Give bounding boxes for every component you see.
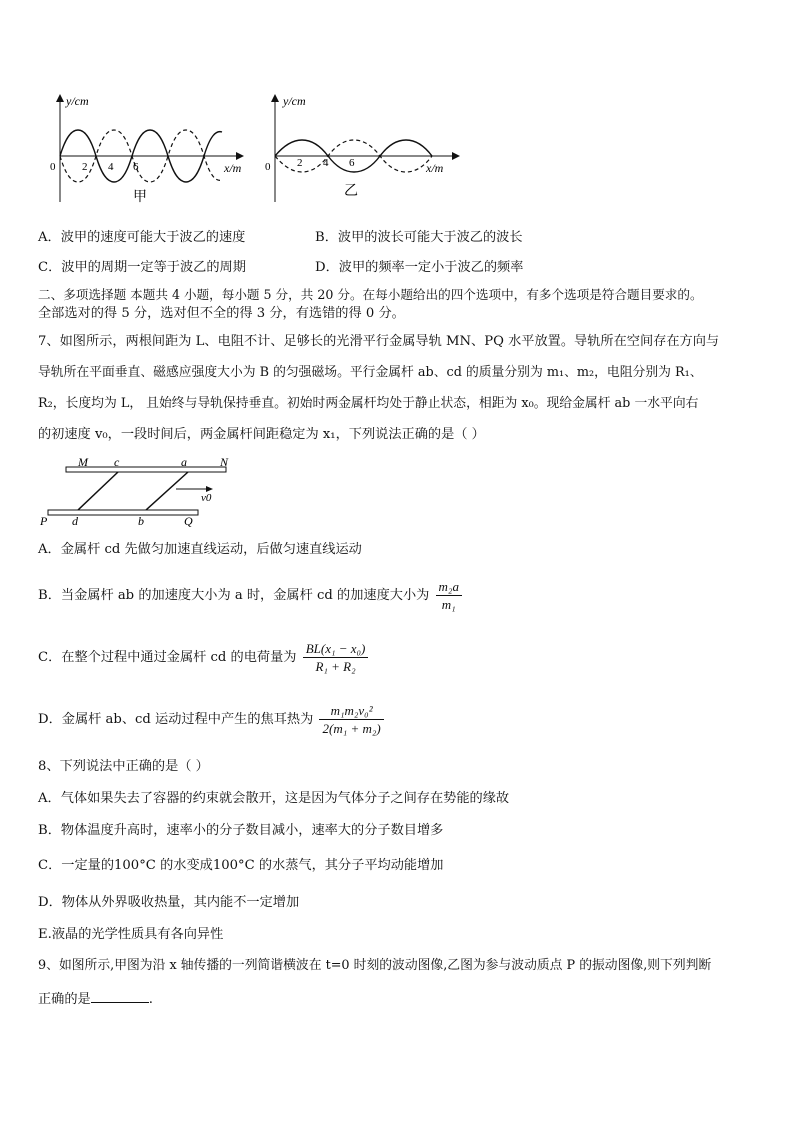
q8-option-b: B．物体温度升高时，速率小的分子数目减小，速率大的分子数目增多: [38, 823, 444, 838]
rail-mn: [66, 467, 226, 472]
answer-blank: [91, 988, 149, 1003]
tick-4-left: 4: [108, 161, 114, 173]
q7-option-b-numerator: m₂a: [436, 578, 462, 596]
q7-option-b-text: B．当金属杆 ab 的加速度大小为 a 时，金属杆 cd 的加速度大小为: [38, 588, 430, 603]
rail-figure: [38, 454, 238, 530]
q7-option-c: [38, 640, 368, 675]
q7-option-c-text: C．在整个过程中通过金属杆 cd 的电荷量为: [38, 650, 297, 665]
wave-graph-right: [265, 94, 460, 202]
label-Q: Q: [184, 514, 193, 528]
q6-option-b: B．波甲的波长可能大于波乙的波长: [315, 230, 523, 245]
section2-instructions-line2: 全部选对的得 5 分，选对但不全的得 3 分，有选错的得 0 分。: [38, 306, 405, 321]
q7-option-d-denominator: 2(m₁ + m₂): [322, 721, 381, 736]
q7-option-d-text: D．金属杆 ab、cd 运动过程中产生的焦耳热为: [38, 712, 314, 727]
wave-figure: [40, 92, 470, 212]
label-a: a: [181, 455, 187, 469]
rod-ab: [146, 472, 188, 510]
q7-stem-line4: 的初速度 v₀，一段时间后，两金属杆间距稳定为 x₁，下列说法正确的是（ ）: [38, 427, 485, 442]
y-axis-label-right: y/cm: [283, 94, 306, 108]
wave-graph-left: [50, 94, 244, 205]
q7-option-b-denominator: m₁: [441, 597, 456, 612]
q9-stem-line2: [38, 988, 153, 1009]
q8-option-a: A．气体如果失去了容器的约束就会散开，这是因为气体分子之间存在势能的缘故: [38, 791, 510, 806]
q8-option-c: C．一定量的100°C 的水变成100°C 的水蒸气，其分子平均动能增加: [38, 858, 444, 873]
q7-option-c-fraction: [303, 640, 369, 675]
q7-option-c-numerator: BL(x₁ − x₀): [303, 640, 369, 658]
q7-option-a: A．金属杆 cd 先做匀加速直线运动，后做匀速直线运动: [38, 542, 362, 557]
label-c: c: [114, 455, 120, 469]
q7-stem-line2: 导轨所在平面垂直、磁感应强度大小为 B 的匀强磁场。平行金属杆 ab、cd 的质量分别为 m₁、m₂，电阻分别为 R₁、: [38, 365, 703, 380]
tick-2-right: 2: [297, 157, 303, 169]
rail-pq: [48, 510, 198, 515]
label-P: P: [40, 514, 48, 528]
q9-period: .: [148, 992, 153, 1007]
q7-option-d-fraction: [319, 702, 383, 737]
q6-option-d: D．波甲的频率一定小于波乙的频率: [315, 260, 524, 275]
q9-stem-line2-text: 正确的是: [38, 992, 91, 1007]
section2-instructions-line1: 二、多项选择题 本题共 4 小题，每小题 5 分，共 20 分。在每小题给出的四个选项中，有多个选项是符合题目要求的。: [38, 287, 703, 302]
tick-2-left: 2: [82, 161, 88, 173]
tick-6-right: 6: [349, 157, 355, 169]
origin-label-right: 0: [265, 161, 271, 173]
label-M: M: [78, 455, 88, 469]
q7-stem-line3: R₂，长度均为 L， 且始终与导轨保持垂直。初始时两金属杆均处于静止状态，相距为 x₀。现给金属杆 ab 一水平向右: [38, 396, 699, 411]
q7-stem-line1: 7、如图所示，两根间距为 L、电阻不计、足够长的光滑平行金属导轨 MN、PQ 水平放置。导轨所在空间存在方向与: [38, 334, 720, 349]
y-axis-label-left: y/cm: [66, 94, 89, 108]
q8-stem: 8、下列说法中正确的是（ ）: [38, 759, 209, 774]
q6-option-c: C．波甲的周期一定等于波乙的周期: [38, 260, 246, 275]
tick-6-left: 6: [133, 161, 139, 173]
origin-label-left: 0: [50, 161, 56, 173]
q9-stem-line1: 9、如图所示,甲图为沿 x 轴传播的一列简谐横波在 t=0 时刻的波动图像,乙图为参与波动质点 P 的振动图像,则下列判断: [38, 958, 712, 973]
q7-option-d: [38, 702, 384, 737]
q7-option-d-numerator: m₁m₂v₀²: [319, 702, 383, 720]
q7-option-b-fraction: [436, 578, 462, 613]
caption-left: 甲: [133, 190, 147, 205]
x-axis-label-right: x/m: [426, 161, 444, 175]
label-v0: v0: [201, 492, 212, 504]
q7-option-b: [38, 578, 462, 613]
q8-option-d: D．物体从外界吸收热量，其内能不一定增加: [38, 895, 300, 910]
x-axis-label-left: x/m: [224, 161, 242, 175]
caption-right: 乙: [344, 184, 358, 199]
q8-option-e: E.液晶的光学性质具有各向异性: [38, 927, 224, 942]
q7-option-c-denominator: R₁ + R₂: [315, 659, 356, 674]
q6-option-a: A．波甲的速度可能大于波乙的速度: [38, 230, 246, 245]
label-N: N: [220, 455, 229, 469]
tick-4-right: 4: [323, 157, 329, 169]
label-b: b: [138, 514, 144, 528]
rod-cd: [78, 472, 118, 510]
label-d: d: [72, 514, 78, 528]
